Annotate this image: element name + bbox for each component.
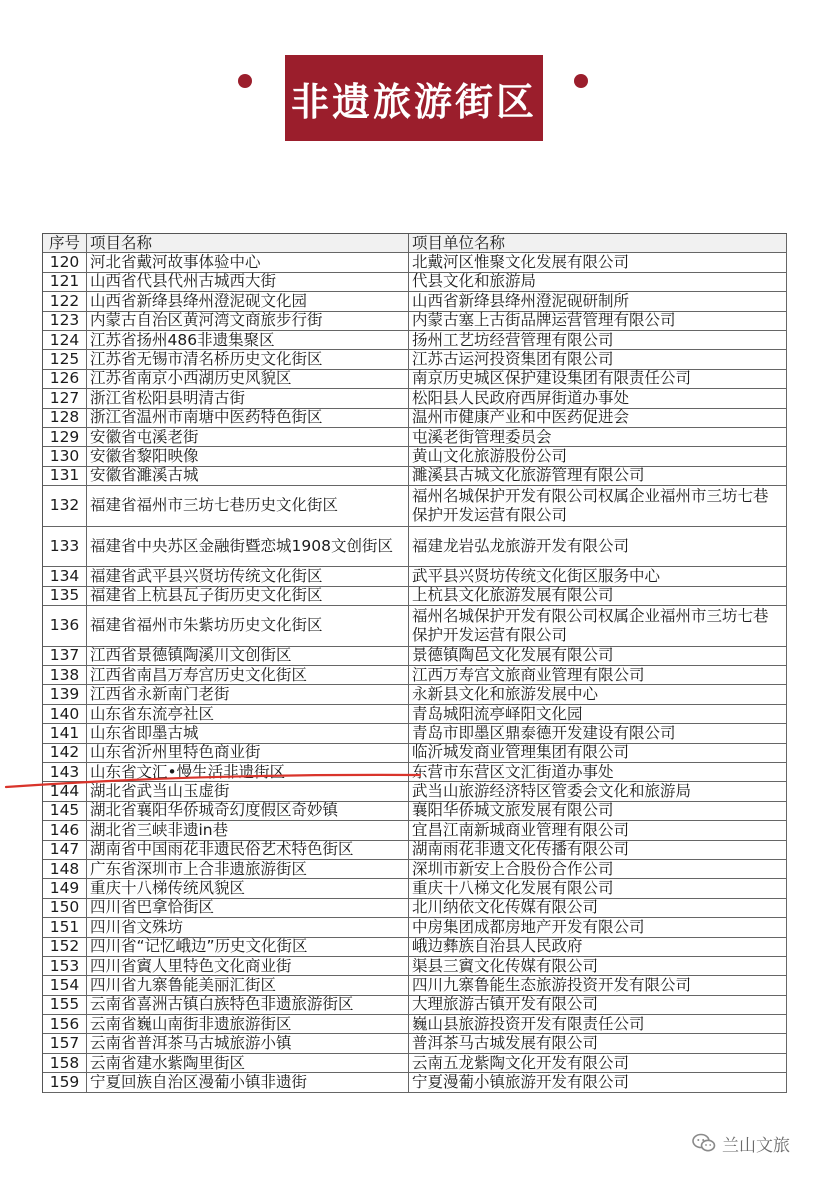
project-unit: 重庆十八梯文化发展有限公司: [409, 879, 787, 898]
table-row: [43, 409, 787, 428]
project-unit: 普洱茶马古城发展有限公司: [409, 1034, 787, 1053]
project-name: 江苏省南京小西湖历史风貌区: [87, 370, 409, 389]
decor-dot-left: [238, 74, 252, 88]
project-name: 湖北省三峡非遗in巷: [87, 821, 409, 840]
project-unit: 濉溪县古城文化旅游管理有限公司: [409, 467, 787, 486]
project-name: 福建省武平县兴贤坊传统文化街区: [87, 567, 409, 586]
project-name: 山东省沂州里特色商业街: [87, 744, 409, 763]
table-row: [43, 1015, 787, 1034]
project-unit: 江西万寿宫文旅商业管理有限公司: [409, 666, 787, 685]
row-number: 154: [43, 976, 87, 995]
project-unit: 江苏古运河投资集团有限公司: [409, 350, 787, 369]
project-name: 云南省普洱茶马古城旅游小镇: [87, 1034, 409, 1053]
table-row: [43, 447, 787, 466]
project-name: 四川省文殊坊: [87, 918, 409, 937]
table-row: [43, 782, 787, 801]
row-number: 155: [43, 996, 87, 1015]
project-name: 四川省“记忆峨边”历史文化街区: [87, 938, 409, 957]
table-row: [43, 253, 787, 272]
row-number: 146: [43, 821, 87, 840]
project-unit: 温州市健康产业和中医药促进会: [409, 409, 787, 428]
row-number: 121: [43, 273, 87, 292]
project-unit: 渠县三賨文化传媒有限公司: [409, 957, 787, 976]
row-number: 137: [43, 647, 87, 666]
row-number: 136: [43, 606, 87, 647]
project-name: 安徽省濉溪古城: [87, 467, 409, 486]
project-unit: 上杭县文化旅游发展有限公司: [409, 587, 787, 606]
header-no: 序号: [43, 234, 87, 253]
project-unit: 湖南雨花非遗文化传播有限公司: [409, 841, 787, 860]
row-number: 141: [43, 724, 87, 743]
project-unit: 北戴河区惟聚文化发展有限公司: [409, 253, 787, 272]
project-unit: 临沂城发商业管理集团有限公司: [409, 744, 787, 763]
project-name: 四川省賨人里特色文化商业街: [87, 957, 409, 976]
watermark: [692, 1128, 790, 1158]
project-unit: 青岛市即墨区鼎泰德开发建设有限公司: [409, 724, 787, 743]
project-name: 重庆十八梯传统风貌区: [87, 879, 409, 898]
table-row: [43, 587, 787, 606]
project-unit: 巍山县旅游投资开发有限责任公司: [409, 1015, 787, 1034]
table-row: [43, 647, 787, 666]
table-row: [43, 389, 787, 408]
table-row: [43, 879, 787, 898]
row-number: 130: [43, 447, 87, 466]
project-name: 四川省九寨鲁能美丽汇街区: [87, 976, 409, 995]
project-unit: 武平县兴贤坊传统文化街区服务中心: [409, 567, 787, 586]
row-number: 128: [43, 409, 87, 428]
row-number: 140: [43, 705, 87, 724]
table-row: [43, 1054, 787, 1073]
project-unit: 深圳市新安上合股份合作公司: [409, 860, 787, 879]
table-row: [43, 606, 787, 647]
row-number: 125: [43, 350, 87, 369]
decor-dot-right: [574, 74, 588, 88]
table-row: [43, 312, 787, 331]
table-row: [43, 724, 787, 743]
project-name: 福建省中央苏区金融街暨恋城1908文创街区: [87, 527, 409, 568]
table-row: [43, 821, 787, 840]
row-number: 142: [43, 744, 87, 763]
project-unit: 屯溪老街管理委员会: [409, 428, 787, 447]
row-number: 120: [43, 253, 87, 272]
project-unit: 黄山文化旅游股份公司: [409, 447, 787, 466]
project-name: 四川省巴拿恰街区: [87, 899, 409, 918]
row-number: 149: [43, 879, 87, 898]
table-row: [43, 705, 787, 724]
row-number: 139: [43, 685, 87, 704]
table-row: [43, 996, 787, 1015]
project-name: 江苏省扬州486非遗集聚区: [87, 331, 409, 350]
project-name: 湖南省中国雨花非遗民俗艺术特色街区: [87, 841, 409, 860]
project-unit: 北川纳依文化传媒有限公司: [409, 899, 787, 918]
table-row: [43, 744, 787, 763]
project-unit: 松阳县人民政府西屏街道办事处: [409, 389, 787, 408]
table-row: [43, 841, 787, 860]
project-unit: 南京历史城区保护建设集团有限责任公司: [409, 370, 787, 389]
project-unit: 福州名城保护开发有限公司权属企业福州市三坊七巷保护开发运营有限公司: [409, 486, 787, 527]
row-number: 152: [43, 938, 87, 957]
row-number: 157: [43, 1034, 87, 1053]
project-unit: 永新县文化和旅游发展中心: [409, 685, 787, 704]
project-unit: 四川九寨鲁能生态旅游投资开发有限公司: [409, 976, 787, 995]
project-name: 福建省福州市三坊七巷历史文化街区: [87, 486, 409, 527]
table-row: [43, 899, 787, 918]
project-table: [42, 233, 787, 1093]
row-number: 135: [43, 587, 87, 606]
row-number: 122: [43, 292, 87, 311]
table-row: [43, 350, 787, 369]
project-name: 云南省建水紫陶里街区: [87, 1054, 409, 1073]
table-row: [43, 370, 787, 389]
project-unit: 云南五龙紫陶文化开发有限公司: [409, 1054, 787, 1073]
table-row: [43, 666, 787, 685]
table-row: [43, 685, 787, 704]
table-row: [43, 860, 787, 879]
project-unit: 内蒙古塞上古街品牌运营管理有限公司: [409, 312, 787, 331]
row-number: 133: [43, 527, 87, 568]
project-unit: 代县文化和旅游局: [409, 273, 787, 292]
table-row: [43, 763, 787, 782]
project-unit: 大理旅游古镇开发有限公司: [409, 996, 787, 1015]
row-number: 158: [43, 1054, 87, 1073]
table-row: [43, 331, 787, 350]
table-row: [43, 976, 787, 995]
project-unit: 青岛城阳流亭峄阳文化园: [409, 705, 787, 724]
table-row: [43, 918, 787, 937]
project-name: 广东省深圳市上合非遗旅游街区: [87, 860, 409, 879]
row-number: 144: [43, 782, 87, 801]
row-number: 151: [43, 918, 87, 937]
table-row: [43, 938, 787, 957]
project-name: 湖北省武当山玉虚街: [87, 782, 409, 801]
table-row: [43, 957, 787, 976]
table-row: [43, 273, 787, 292]
project-unit: 峨边彝族自治县人民政府: [409, 938, 787, 957]
project-name: 内蒙古自治区黄河湾文商旅步行街: [87, 312, 409, 331]
row-number: 126: [43, 370, 87, 389]
table-row: [43, 1034, 787, 1053]
row-number: 145: [43, 802, 87, 821]
project-name: 江西省永新南门老街: [87, 685, 409, 704]
project-unit: 福建龙岩弘龙旅游开发有限公司: [409, 527, 787, 568]
table-header-row: [43, 234, 787, 253]
project-unit: 扬州工艺坊经营管理有限公司: [409, 331, 787, 350]
table-row: [43, 1073, 787, 1092]
table-row: [43, 802, 787, 821]
header-name: 项目名称: [87, 234, 409, 253]
project-name: 山东省即墨古城: [87, 724, 409, 743]
project-name: 安徽省屯溪老街: [87, 428, 409, 447]
project-name: 江西省景德镇陶溪川文创街区: [87, 647, 409, 666]
project-name: 浙江省温州市南塘中医药特色街区: [87, 409, 409, 428]
project-name: 福建省福州市朱紫坊历史文化街区: [87, 606, 409, 647]
project-unit: 中房集团成都房地产开发有限公司: [409, 918, 787, 937]
project-name: 安徽省黎阳映像: [87, 447, 409, 466]
row-number: 129: [43, 428, 87, 447]
row-number: 127: [43, 389, 87, 408]
row-number: 148: [43, 860, 87, 879]
row-number: 123: [43, 312, 87, 331]
header-unit: 项目单位名称: [409, 234, 787, 253]
project-name: 浙江省松阳县明清古街: [87, 389, 409, 408]
row-number: 147: [43, 841, 87, 860]
project-unit: 山西省新绛县绛州澄泥砚研制所: [409, 292, 787, 311]
project-name: 福建省上杭县瓦子街历史文化街区: [87, 587, 409, 606]
table-row: [43, 292, 787, 311]
project-unit: 东营市东营区文汇街道办事处: [409, 763, 787, 782]
wechat-icon: [692, 1132, 716, 1154]
table-row: [43, 467, 787, 486]
project-name: 云南省喜洲古镇白族特色非遗旅游街区: [87, 996, 409, 1015]
project-name: 湖北省襄阳华侨城奇幻度假区奇妙镇: [87, 802, 409, 821]
table-row: [43, 428, 787, 447]
project-name: 山西省代县代州古城西大街: [87, 273, 409, 292]
title-banner: [0, 0, 828, 170]
row-number: 153: [43, 957, 87, 976]
project-unit: 宁夏漫葡小镇旅游开发有限公司: [409, 1073, 787, 1092]
project-unit: 景德镇陶邑文化发展有限公司: [409, 647, 787, 666]
project-name: 山东省东流亭社区: [87, 705, 409, 724]
table-row: [43, 567, 787, 586]
project-name: 云南省巍山南街非遗旅游街区: [87, 1015, 409, 1034]
row-number: 134: [43, 567, 87, 586]
table-row: [43, 527, 787, 568]
project-name: 江苏省无锡市清名桥历史文化街区: [87, 350, 409, 369]
project-name: 山东省文汇•慢生活非遗街区: [87, 763, 409, 782]
row-number: 159: [43, 1073, 87, 1092]
project-unit: 武当山旅游经济特区管委会文化和旅游局: [409, 782, 787, 801]
project-name: 山西省新绛县绛州澄泥砚文化园: [87, 292, 409, 311]
project-unit: 福州名城保护开发有限公司权属企业福州市三坊七巷保护开发运营有限公司: [409, 606, 787, 647]
page-title: 非遗旅游街区: [285, 55, 543, 141]
project-name: 宁夏回族自治区漫葡小镇非遗街: [87, 1073, 409, 1092]
row-number: 132: [43, 486, 87, 527]
row-number: 124: [43, 331, 87, 350]
table-row: [43, 486, 787, 527]
project-name: 河北省戴河故事体验中心: [87, 253, 409, 272]
project-unit: 宜昌江南新城商业管理有限公司: [409, 821, 787, 840]
project-unit: 襄阳华侨城文旅发展有限公司: [409, 802, 787, 821]
row-number: 138: [43, 666, 87, 685]
row-number: 156: [43, 1015, 87, 1034]
row-number: 143: [43, 763, 87, 782]
row-number: 150: [43, 899, 87, 918]
project-name: 江西省南昌万寿宫历史文化街区: [87, 666, 409, 685]
row-number: 131: [43, 467, 87, 486]
watermark-text: 兰山文旅: [722, 1135, 790, 1156]
